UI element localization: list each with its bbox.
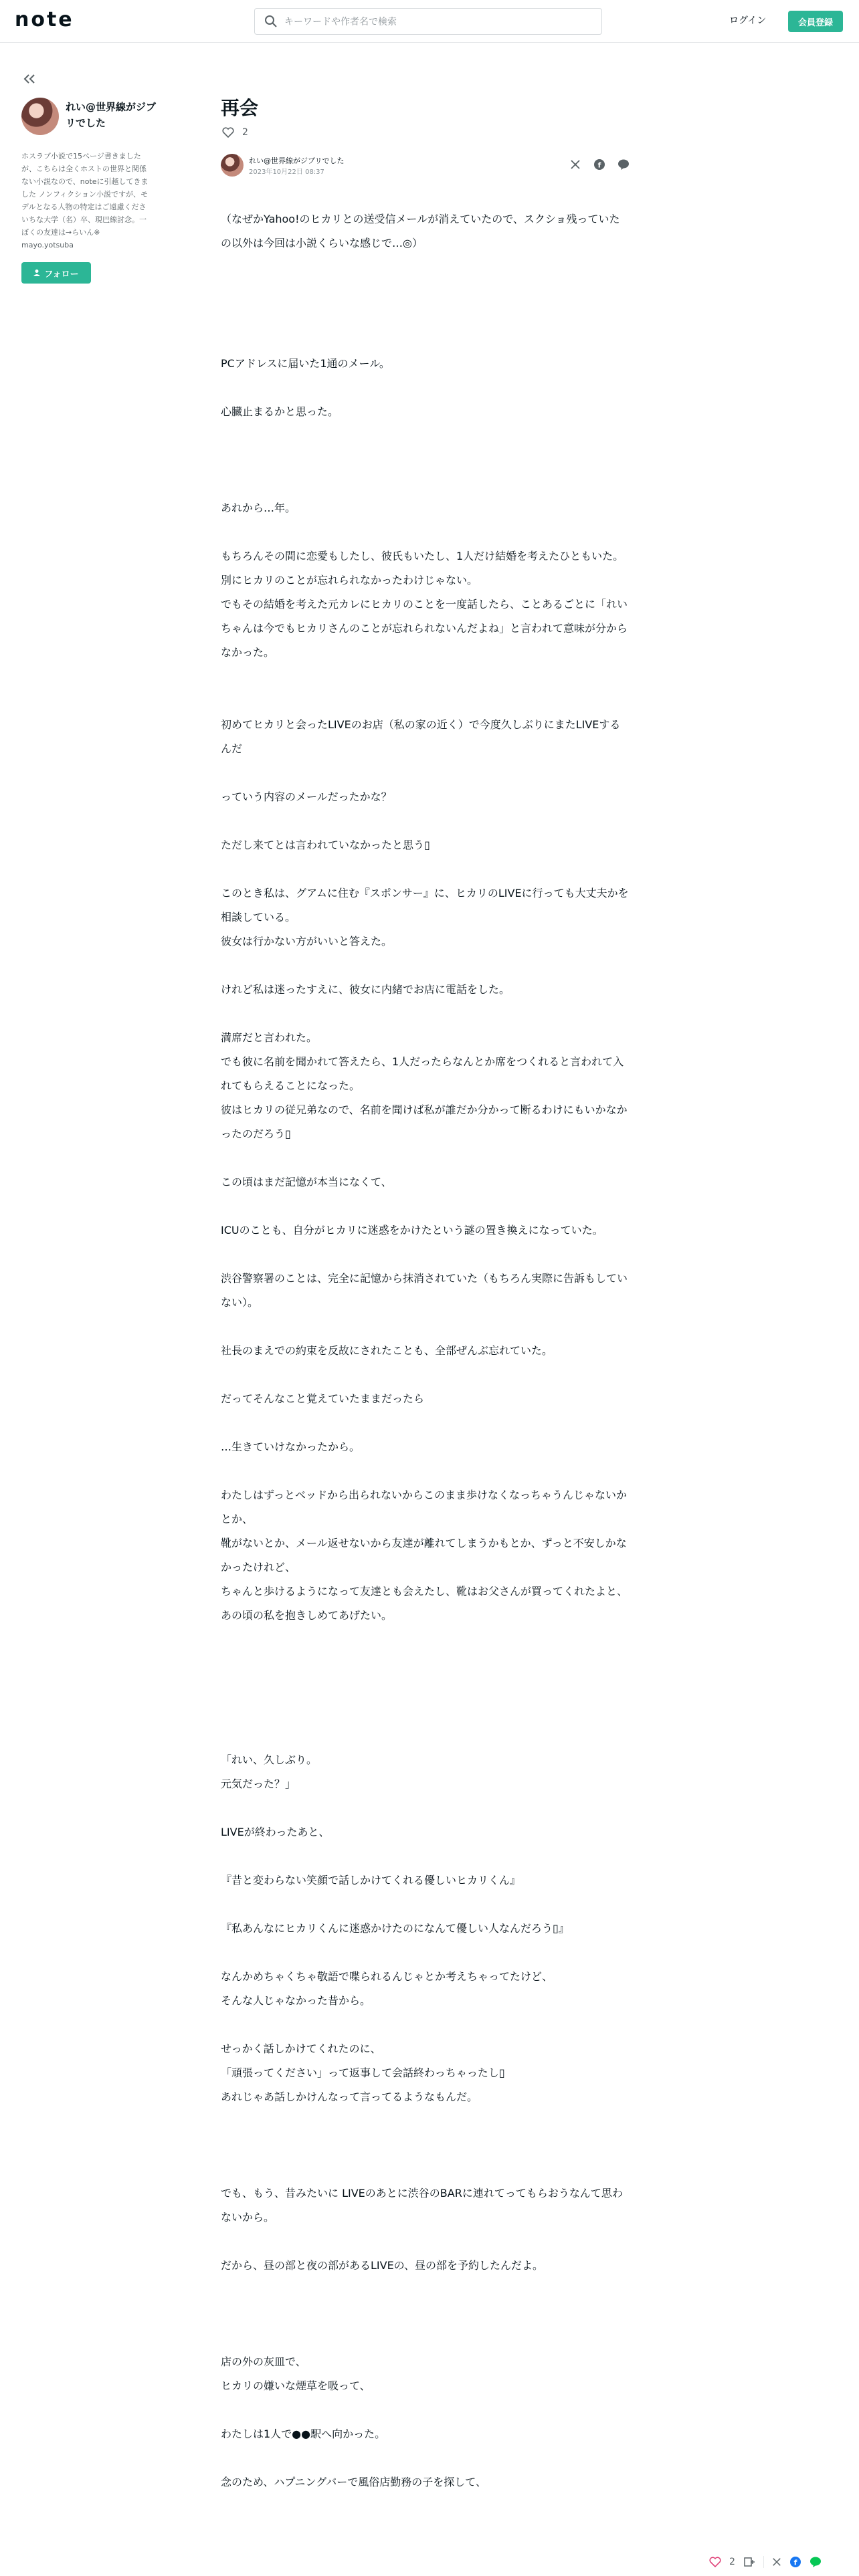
article-paragraph: 念のため、ハプニングバーで風俗店勤務の子を探して、 [221, 2476, 486, 2488]
heart-icon[interactable] [709, 2557, 721, 2567]
blank-line [221, 809, 630, 833]
article-paragraph: 満席だと言われた。 [221, 1031, 318, 1044]
divider [763, 2556, 764, 2568]
blank-line [221, 857, 630, 881]
blank-line [221, 1243, 630, 1267]
blank-line [221, 761, 630, 785]
article-paragraph: 『私あんなにヒカリくんに迷惑かけたのになんて優しい人なんだろう▯』 [221, 1922, 569, 1935]
article-paragraph: ヒカリの嫌いな煙草を吸って、 [221, 2379, 371, 2392]
blank-line [221, 2109, 630, 2133]
person-add-icon [33, 269, 41, 277]
blank-line [221, 1194, 630, 1218]
article-body [221, 207, 630, 2494]
article-paragraph: （なぜかYahoo!のヒカリとの送受信メールが消えていたので、スクショ残っていたの以外は今回は小説くらいな感じで…◎） [221, 213, 620, 249]
article-paragraph: なんかめちゃくちゃ敬語で喋られるんじゃとか考えちゃってたけど、 [221, 1970, 553, 1983]
article-author-row [221, 152, 630, 179]
collapse-sidebar-icon[interactable] [23, 74, 36, 84]
article-paragraph: …生きていけなかったから。 [221, 1440, 361, 1453]
blank-line [221, 472, 630, 496]
blank-line [221, 1844, 630, 1868]
article-paragraph: でもその結婚を考えた元カレにヒカリのことを一度話したら、ことあるごとに「れいちゃんは今でもヒカリさんのことが忘れられないんだよね」と言われて意味が分からなかった。 [221, 598, 628, 659]
author-avatar[interactable] [21, 98, 59, 135]
blank-line [221, 2013, 630, 2037]
blank-line [221, 1893, 630, 1917]
article-paragraph: このとき私は、グアムに住む『スポンサー』に、ヒカリのLIVEに行っても大丈夫かを相談している。 [221, 887, 629, 924]
article-paragraph: 元気だった？」 [221, 1778, 296, 1790]
signup-button[interactable]: 会員登録 [788, 11, 843, 32]
article-date: 2023年10月22日 08:37 [249, 169, 324, 176]
article-paragraph: っていう内容のメールだったかな？ [221, 790, 392, 803]
blank-line [221, 1652, 630, 1676]
blank-line [221, 280, 630, 304]
article-paragraph: もちろんその間に恋愛もしたし、彼氏もいたし、1人だけ結婚を考えたひともいた。 [221, 550, 624, 562]
login-link[interactable]: ログイン [729, 15, 767, 26]
blank-line [221, 2398, 630, 2422]
blank-line [221, 328, 630, 352]
follow-button[interactable] [21, 262, 91, 284]
blank-line [221, 1941, 630, 1965]
article-paragraph: わたしは1人で●●駅へ向かった。 [221, 2428, 386, 2440]
blank-line [221, 2326, 630, 2350]
article-paragraph: 心臓止まるかと思った。 [221, 405, 339, 418]
blank-line [221, 376, 630, 400]
blank-line [221, 255, 630, 280]
article-paragraph: 彼はヒカリの従兄弟なので、名前を聞けば私が誰だか分かって断るわけにもいかなかったのだろう▯ [221, 1103, 628, 1140]
floating-like-count: 2 [729, 2557, 735, 2567]
svg-text:f: f [597, 160, 601, 170]
x-share-icon[interactable] [772, 2557, 781, 2567]
blank-line [221, 1628, 630, 1652]
blank-line [221, 448, 630, 472]
svg-text:f: f [793, 2558, 797, 2567]
blank-line [221, 1363, 630, 1387]
search-input[interactable] [254, 8, 602, 35]
search-icon [264, 15, 278, 28]
article-paragraph: だってそんなこと覚えていたままだったら [221, 1392, 425, 1405]
article-paragraph: 渋谷警察署のことは、完全に記憶から抹消されていた（もちろん実際に告訴もしていない）。 [221, 1272, 628, 1309]
article-paragraph: 社長のまえでの約束を反故にされたことも、全部ぜんぶ忘れていた。 [221, 1344, 553, 1357]
blank-line [221, 2133, 630, 2157]
blank-line [221, 2446, 630, 2470]
blank-line [221, 1146, 630, 1170]
article-paragraph: 店の外の灰皿で、 [221, 2355, 306, 2368]
blank-line [221, 1796, 630, 1820]
article-paragraph: 靴がないとか、メール返せないから友達が離れてしまうかもとか、ずっと不安しかなかったけれど、 [221, 1537, 627, 1574]
article-paragraph: 「れい、久しぶり。 [221, 1753, 318, 1766]
article-paragraph: そんな人じゃなかった昔から。 [221, 1994, 371, 2007]
article-paragraph: けれど私は迷ったすえに、彼女に内緒でお店に電話をした。 [221, 983, 510, 996]
facebook-share-icon[interactable] [789, 2556, 801, 2568]
article-paragraph: ちゃんと歩けるようになって友達とも会えたし、靴はお父さんが買ってくれたよと、あの頃の私を抱きしめてあげたい。 [221, 1585, 628, 1622]
author-name[interactable]: れい@世界線がジブリでした [66, 101, 157, 129]
author-bio: ホスラブ小説で15ページ書きましたが、こちらは全くホストの世界と関係ない小説なので、noteに引越してきました ノンフィクション小説ですが、モデルとなる人物の特定はご遠慮くださいちな大学（名）卒、現巴線討念。一ぼくの友達は→らいん※ mayo.yotsuba [21, 152, 149, 249]
blank-line [221, 424, 630, 448]
blank-line [221, 1676, 630, 1700]
article-paragraph: LIVEが終わったあと、 [221, 1826, 330, 1838]
article-title: 再会 [221, 97, 259, 119]
article-paragraph: 「頑張ってください」って返事して会話終わっちゃったし▯ [221, 2066, 505, 2079]
article-paragraph: あれから…年。 [221, 502, 296, 514]
article-paragraph: 彼女は行かない方がいいと答えた。 [221, 935, 393, 948]
author-small-avatar[interactable] [221, 154, 244, 177]
site-header [0, 0, 859, 43]
article-paragraph: ICUのことも、自分がヒカリに迷惑をかけたという謎の置き換えになっていた。 [221, 1224, 603, 1237]
blank-line [221, 2230, 630, 2254]
blank-line [221, 2157, 630, 2181]
blank-line [221, 2302, 630, 2326]
blank-line [221, 689, 630, 713]
blank-line [221, 2278, 630, 2302]
facebook-share-icon[interactable] [593, 158, 606, 171]
note-logo[interactable]: note [15, 8, 74, 31]
article-paragraph: わたしはずっとベッドから出られないからこのまま歩けなくなっちゃうんじゃないかとか、 [221, 1489, 628, 1525]
share-buttons [569, 158, 630, 171]
article-paragraph: でも彼に名前を聞かれて答えたら、1人だったらなんとか席をつくれると言われて入れてもらえることになった。 [221, 1055, 624, 1092]
line-share-icon[interactable] [617, 158, 630, 171]
article-paragraph: 別にヒカリのことが忘れられなかったわけじゃない。 [221, 574, 478, 586]
article-paragraph: ただし来てとは言われていなかったと思う▯ [221, 839, 430, 851]
blank-line [221, 1459, 630, 1483]
search-placeholder: キーワードや作者名で検索 [284, 17, 397, 27]
follow-label: フォロー [44, 269, 79, 280]
magazine-add-icon[interactable] [743, 2556, 755, 2568]
like-area [222, 127, 248, 138]
blank-line [221, 1411, 630, 1435]
like-count: 2 [242, 127, 248, 138]
article-paragraph: 『昔と変わらない笑顔で話しかけてくれる優しいヒカリくん』 [221, 1874, 521, 1887]
article-paragraph: あれじゃあ話しかけんなって言ってるようなもんだ。 [221, 2090, 478, 2103]
article-paragraph: でも、もう、昔みたいに LIVEのあとに渋谷のBARに連れてってもらおうなんて思わないから。 [221, 2187, 623, 2224]
article-paragraph: この頃はまだ記憶が本当になくて、 [221, 1176, 392, 1188]
article-paragraph: せっかく話しかけてくれたのに、 [221, 2042, 381, 2055]
article-paragraph: だから、昼の部と夜の部があるLIVEの、昼の部を予約したんだよ。 [221, 2259, 544, 2272]
blank-line [221, 1002, 630, 1026]
blank-line [221, 1315, 630, 1339]
blank-line [221, 1724, 630, 1748]
blank-line [221, 520, 630, 544]
blank-line [221, 665, 630, 689]
article-author[interactable]: れい@世界線がジブリでした [249, 156, 345, 165]
article-paragraph: PCアドレスに届いた1通のメール。 [221, 357, 390, 370]
blank-line [221, 954, 630, 978]
blank-line [221, 1700, 630, 1724]
line-share-icon[interactable] [809, 2556, 822, 2568]
floating-action-bar [709, 2552, 856, 2572]
x-share-icon[interactable] [569, 158, 582, 171]
heart-icon[interactable] [222, 127, 234, 138]
blank-line [221, 304, 630, 328]
article-paragraph: 初めてヒカリと会ったLIVEのお店（私の家の近く）で今度久しぶりにまたLIVEするんだ [221, 718, 621, 755]
